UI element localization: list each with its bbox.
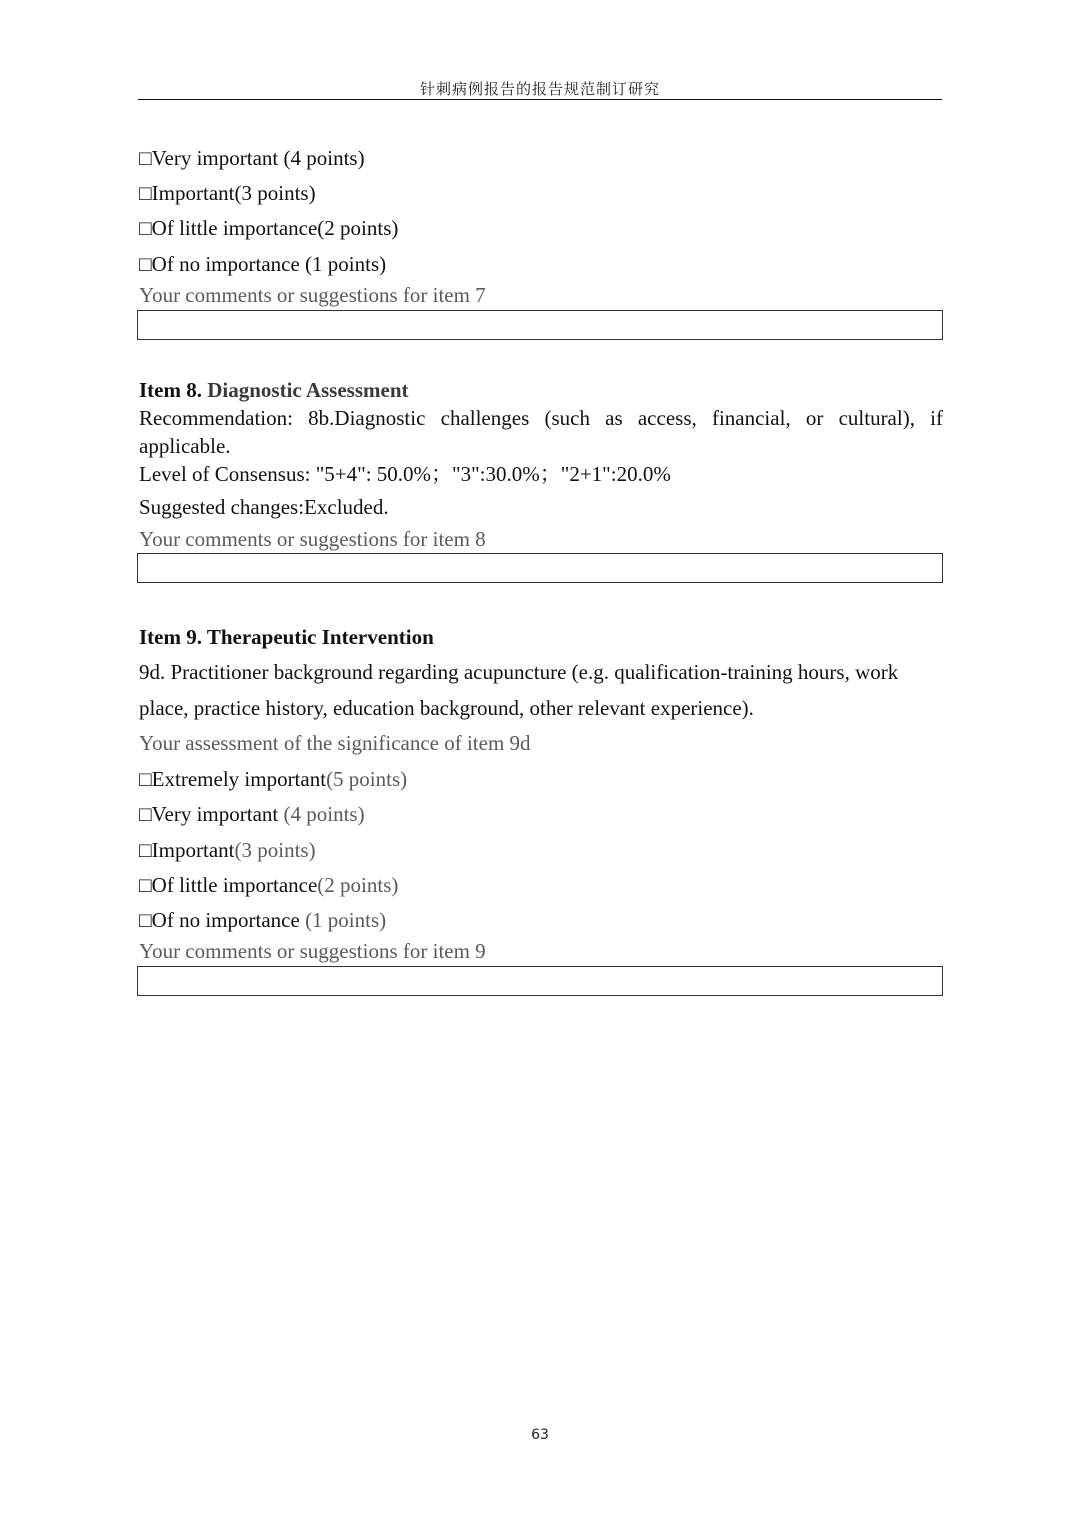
item8-title xyxy=(139,378,409,402)
option-points: (2 points) xyxy=(317,873,399,897)
running-header: 针刺病例报告的报告规范制订研究 xyxy=(419,80,660,98)
option-points: (3 points) xyxy=(234,838,316,862)
item8-title-name: Diagnostic Assessment xyxy=(207,378,409,402)
option-label: □Important xyxy=(139,838,235,862)
option-label: □Of little importance xyxy=(139,873,318,897)
header-rule xyxy=(138,99,942,100)
item8-suggested-changes: Suggested changes:Excluded. xyxy=(139,495,389,519)
item8-title-prefix: Item 8. xyxy=(139,378,202,402)
item9-option-2[interactable] xyxy=(139,873,398,897)
item8-recommendation: Recommendation: 8b.Diagnostic challenges (such as access, financial, or cultural), if applicable. xyxy=(139,406,943,458)
item9-description-line2: place, practice history, education background, other relevant experience). xyxy=(139,696,754,720)
item9-option-4[interactable] xyxy=(139,802,365,826)
option-points: (4 points) xyxy=(283,802,365,826)
item8-consensus: Level of Consensus: "5+4": 50.0%；"3":30.0%；"2+1":20.0% xyxy=(139,462,671,486)
item7-comment-label: Your comments or suggestions for item 7 xyxy=(139,283,486,307)
item9-option-1[interactable] xyxy=(139,908,386,932)
item7-option-4[interactable]: □Very important (4 points) xyxy=(139,146,365,170)
option-label: □Of no importance xyxy=(139,908,306,932)
item8-comment-label: Your comments or suggestions for item 8 xyxy=(139,527,486,551)
item9-assessment-label: Your assessment of the significance of item 9d xyxy=(139,731,531,755)
item7-option-2[interactable]: □Of little importance(2 points) xyxy=(139,216,399,240)
item8-comment-field[interactable] xyxy=(137,553,943,583)
option-points: (5 points) xyxy=(326,767,408,791)
item9-comment-label: Your comments or suggestions for item 9 xyxy=(139,939,486,963)
item7-option-1[interactable]: □Of no importance (1 points) xyxy=(139,252,387,276)
page-number: 63 xyxy=(531,1427,549,1443)
item7-comment-field[interactable] xyxy=(137,310,943,340)
item7-option-3[interactable]: □Important(3 points) xyxy=(139,181,316,205)
item9-option-5[interactable] xyxy=(139,767,407,791)
option-points: (1 points) xyxy=(305,908,387,932)
option-label: □Extremely important xyxy=(139,767,327,791)
option-label: □Very important xyxy=(139,802,284,826)
item9-comment-field[interactable] xyxy=(137,966,943,996)
item9-description-line1: 9d. Practitioner background regarding acupuncture (e.g. qualification-training hours, work xyxy=(139,660,899,684)
item9-option-3[interactable] xyxy=(139,838,316,862)
item9-title: Item 9. Therapeutic Intervention xyxy=(139,625,434,649)
